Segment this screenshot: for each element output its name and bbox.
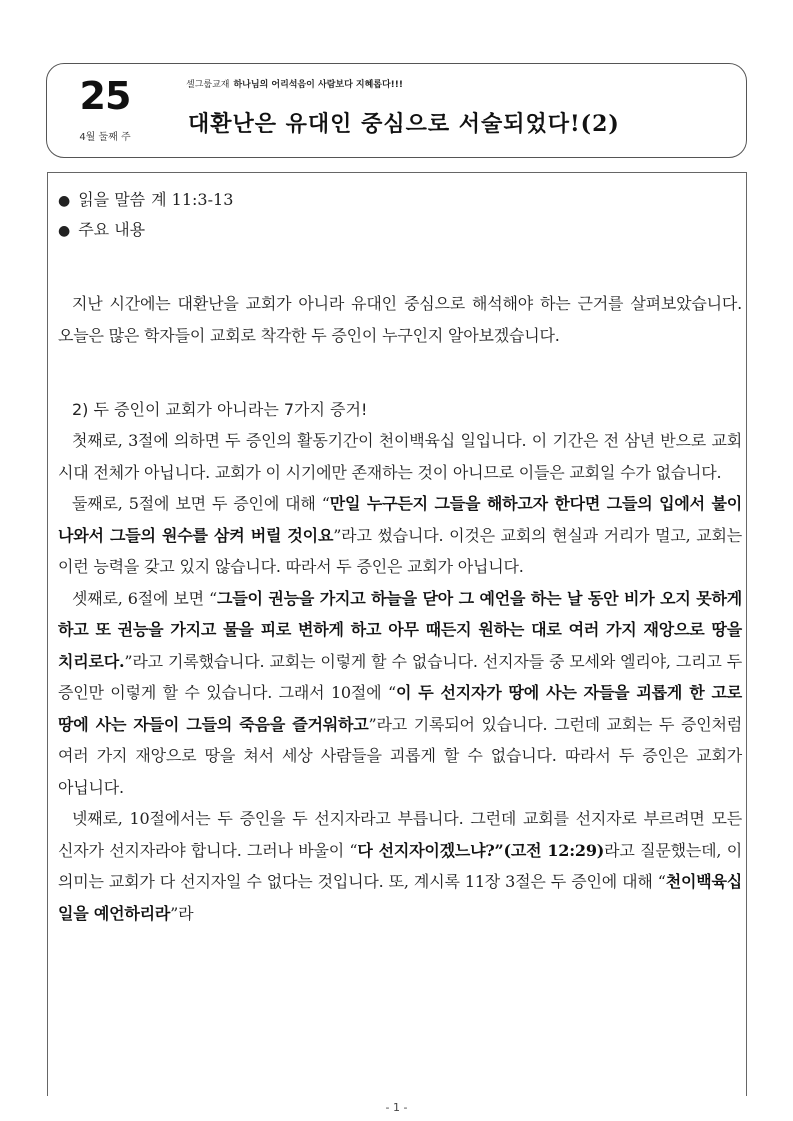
section-heading: 2) 두 증인이 교회가 아니라는 7가지 증거!	[72, 400, 368, 419]
series-quote: 하나님의 어리석음이 사람보다 지혜롭다!!!	[233, 80, 403, 90]
p4-text-mid: 라고 질문했는데, 이 의미는 교회가 다 선지자일 수 없다는 것입니다. 또, 계시록 11장 3절은 두 증인에 대해 “	[58, 840, 742, 891]
p2-text-end: ”라고 썼습니다. 이것은 교회의 현실과 거리가 멀고, 교회는 이런 능력을 갖고 있지 않습니다. 따라서 두 증인은 교회가 아닙니다.	[58, 525, 742, 576]
p3-text-mid: ”라고 기록했습니다. 교회는 이렇게 할 수 없습니다. 선지자들 중 모세와 엘리야, 그리고 두 증인만 이렇게 할 수 있습니다. 그래서 10절에 “	[58, 651, 742, 702]
week-label: 4월 둘째 주	[79, 132, 131, 143]
p4-text-end: ”라	[170, 903, 194, 923]
content-box	[47, 172, 747, 1096]
point-1-paragraph: 첫째로, 3절에 의하면 두 증인의 활동기간이 천이백육십 일입니다. 이 기간은 전 삼년 반으로 교회 시대 전체가 아닙니다. 교회가 이 시기에만 존재하는 것이 아니므로 이들은 교회일 수가 없습니다.	[58, 431, 742, 482]
lesson-number: 25	[79, 74, 131, 118]
point-2-paragraph	[58, 488, 742, 583]
page-title: 대환난은 유대인 중심으로 서술되었다!(2)	[188, 111, 620, 137]
point-4-paragraph	[58, 803, 742, 929]
p3-text-end: ”라고 기록되어 있습니다. 그런데 교회는 두 증인처럼 여러 가지 재앙으로 땅을 쳐서 세상 사람들을 괴롭게 할 수 없습니다. 따라서 두 증인은 교회가 아닙니다.	[58, 714, 742, 797]
page-number: - 1 -	[385, 1101, 408, 1114]
summary-label: 주요 내용	[78, 220, 146, 239]
bullet-dot-icon: ●	[58, 223, 71, 239]
reading-reference: 계 11:3-13	[151, 190, 234, 209]
series-label: 셀그룹교재	[186, 80, 230, 90]
p4-quote-2: 천이백육십 일을 예언하리라	[58, 872, 742, 923]
p4-text: 넷째로, 10절에서는 두 증인을 두 선지자라고 부릅니다. 그런데 교회를 선지자로 부르려면 모든 신자가 선지자라야 합니다. 그러나 바울이 “	[58, 809, 742, 860]
p4-quote: 다 선지자이겠느냐?”(고전 12:29)	[357, 840, 605, 860]
p3-quote: 그들이 권능을 가지고 하늘을 닫아 그 예언을 하는 날 동안 비가 오지 못하게 하고 또 권능을 가지고 물을 피로 변하게 하고 아무 때든지 원하는 대로 여러 가지 재앙으로 땅을 치리로다.	[58, 588, 743, 671]
spacer	[58, 245, 742, 288]
reading-bullet	[58, 185, 742, 215]
content-body	[58, 185, 742, 929]
summary-bullet	[58, 215, 742, 245]
series-line	[186, 77, 403, 90]
point-3-paragraph	[58, 583, 742, 804]
p3-quote-2: 이 두 선지자가 땅에 사는 자들을 괴롭게 한 고로 땅에 사는 자들이 그들의 죽음을 즐거워하고	[58, 683, 742, 734]
intro-paragraph: 지난 시간에는 대환난을 교회가 아니라 유대인 중심으로 해석해야 하는 근거를 살펴보았습니다. 오늘은 많은 학자들이 교회로 착각한 두 증인이 누구인지 알아보겠습니다.	[58, 294, 742, 345]
p2-text: 둘째로, 5절에 보면 두 증인에 대해 “	[72, 494, 330, 513]
spacer	[58, 351, 742, 394]
p2-quote: 만일 누구든지 그들을 해하고자 한다면 그들의 입에서 불이 나와서 그들의 원수를 삼켜 버릴 것이요	[58, 494, 742, 545]
p3-text: 셋째로, 6절에 보면 “	[72, 588, 218, 608]
reading-label: 읽을 말씀	[78, 190, 146, 209]
bullet-dot-icon: ●	[58, 193, 71, 209]
